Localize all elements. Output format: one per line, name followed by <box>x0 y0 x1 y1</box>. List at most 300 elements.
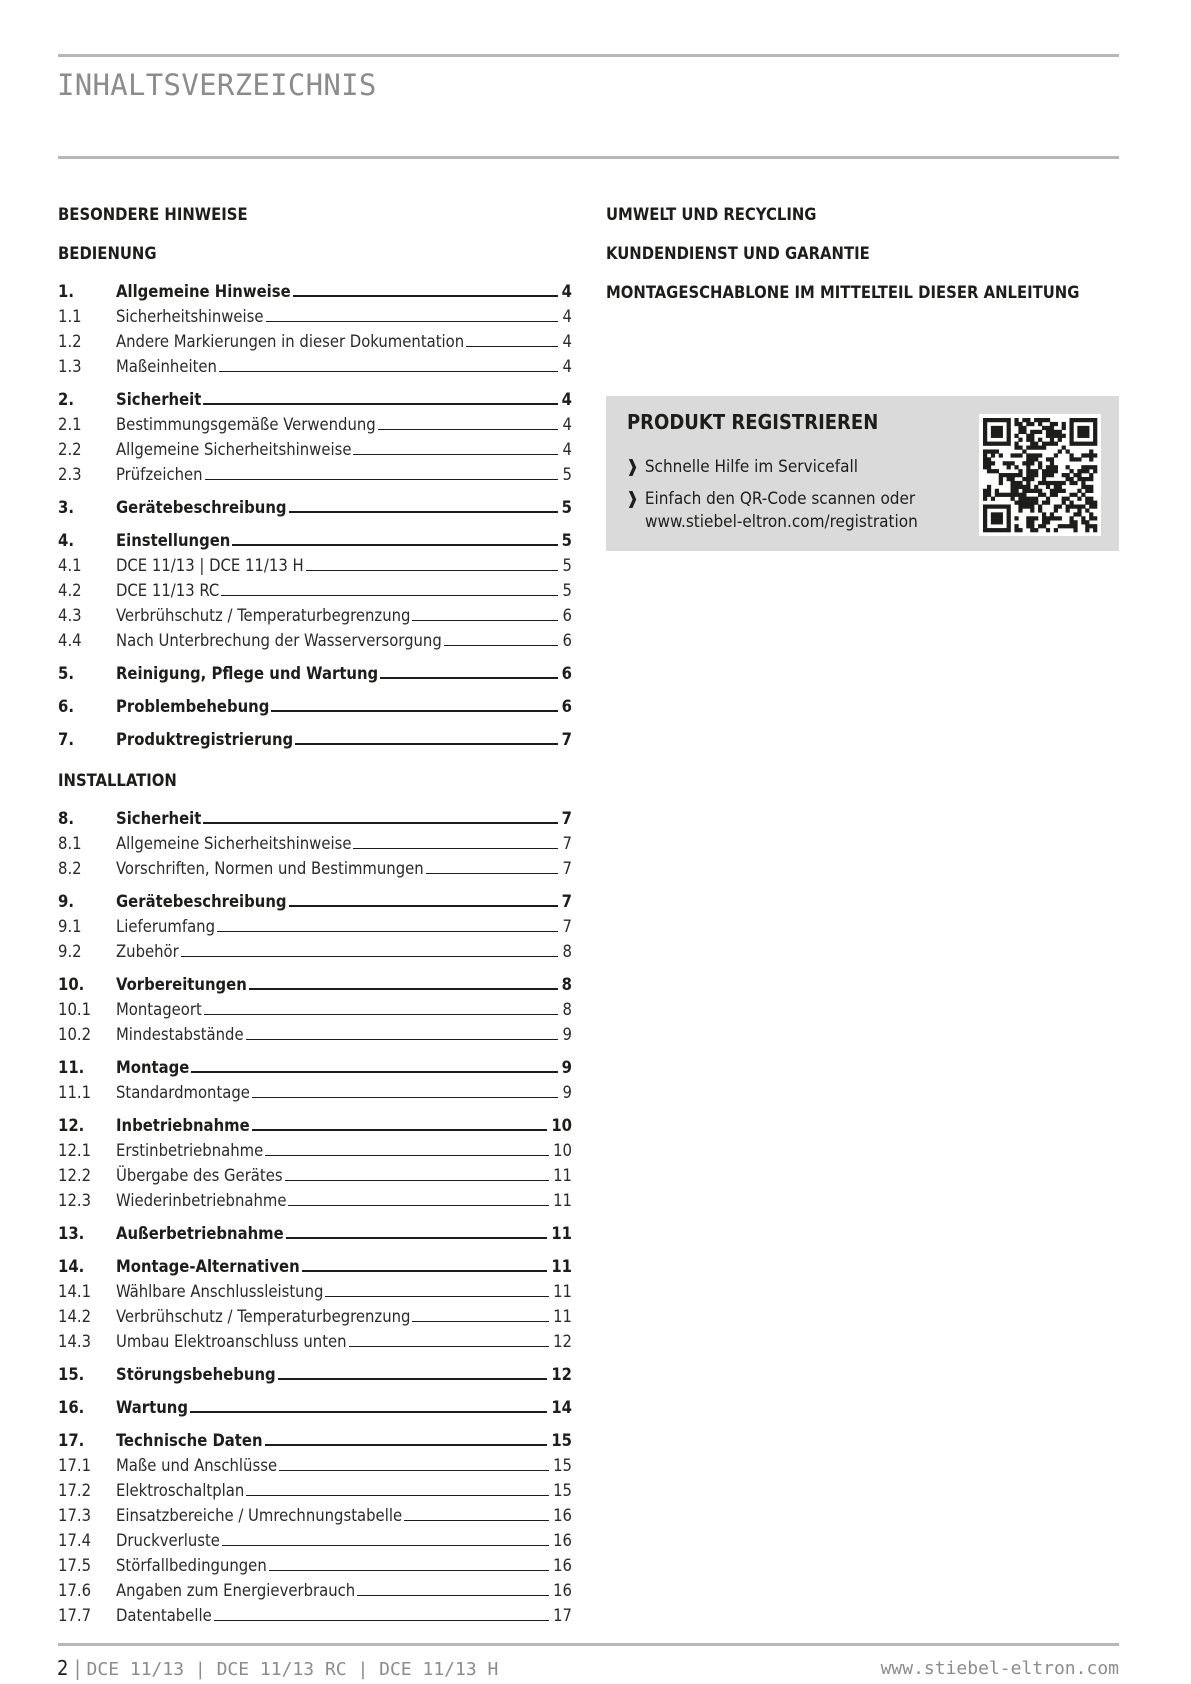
toc-leader-line <box>205 478 558 480</box>
qr-module <box>1093 524 1097 528</box>
qr-module <box>987 528 991 532</box>
toc-leader-line <box>217 930 558 932</box>
toc-number: 14.3 <box>58 1332 92 1351</box>
toc-title: Einstellungen <box>116 531 231 550</box>
toc-number: 1.1 <box>58 307 82 326</box>
qr-module <box>1069 418 1073 422</box>
toc-chapter-entry[interactable] <box>58 277 572 301</box>
qr-module <box>999 504 1003 508</box>
toc-number: 12.1 <box>58 1141 92 1160</box>
qr-module <box>1014 481 1018 485</box>
qr-module <box>983 422 987 426</box>
heading-template[interactable]: MONTAGESCHABLONE IM MITTELTEIL DIESER ANLEITUNG <box>606 283 1080 302</box>
qr-module <box>983 497 987 501</box>
toc-leader-line <box>378 428 558 430</box>
qr-module <box>1018 497 1022 501</box>
qr-module <box>1054 516 1058 520</box>
toc-section-entry[interactable] <box>58 937 572 961</box>
qr-module <box>1085 465 1089 469</box>
qr-module <box>991 418 995 422</box>
qr-module <box>983 516 987 520</box>
qr-module <box>1034 501 1038 505</box>
qr-module <box>1089 516 1093 520</box>
qr-module <box>1022 485 1026 489</box>
qr-module <box>1018 473 1022 477</box>
toc-title: Elektroschaltplan <box>116 1481 245 1500</box>
toc-section-entry[interactable] <box>58 327 572 351</box>
toc-section-entry[interactable] <box>58 1576 572 1600</box>
toc-section-entry[interactable] <box>58 1551 572 1575</box>
toc-chapter-entry[interactable] <box>58 1393 572 1417</box>
qr-module <box>999 473 1003 477</box>
toc-leader-line <box>295 742 557 745</box>
qr-module <box>1066 477 1070 481</box>
qr-module <box>1089 485 1093 489</box>
qr-module <box>1093 430 1097 434</box>
qr-module <box>1034 497 1038 501</box>
toc-chapter-entry[interactable] <box>58 1053 572 1077</box>
qr-module <box>1022 449 1026 453</box>
qr-module <box>1026 422 1030 426</box>
toc-leader-line <box>204 1013 558 1015</box>
toc-leader-line <box>232 543 557 546</box>
toc-number: 4.4 <box>58 631 82 650</box>
qr-module <box>1007 516 1011 520</box>
qr-module <box>1069 453 1073 457</box>
toc-number: 14.1 <box>58 1282 92 1301</box>
toc-number: 4.1 <box>58 556 82 575</box>
toc-section-entry[interactable] <box>58 626 572 650</box>
qr-module <box>1034 430 1038 434</box>
qr-module <box>1014 528 1018 532</box>
qr-module <box>1069 434 1073 438</box>
toc-number: 10. <box>58 975 85 994</box>
toc-page-number: 11 <box>553 1282 572 1301</box>
toc-section-entry[interactable] <box>58 995 572 1019</box>
toc-chapter-entry[interactable] <box>58 1360 572 1384</box>
qr-module <box>1085 426 1089 430</box>
qr-module <box>1003 442 1007 446</box>
qr-module <box>1014 516 1018 520</box>
qr-module <box>1081 520 1085 524</box>
toc-section-entry[interactable] <box>58 1501 572 1525</box>
toc-chapter-entry[interactable] <box>58 526 572 550</box>
toc-section-entry[interactable] <box>58 551 572 575</box>
toc-title: Verbrühschutz / Temperaturbegrenzung <box>116 1307 411 1326</box>
qr-module <box>1054 453 1058 457</box>
qr-module <box>1066 473 1070 477</box>
top-rule <box>58 54 1119 57</box>
qr-module <box>1011 481 1015 485</box>
toc-section-entry[interactable] <box>58 1327 572 1351</box>
qr-module <box>1026 457 1030 461</box>
toc-number: 14.2 <box>58 1307 92 1326</box>
toc-leader-line <box>203 402 557 405</box>
qr-module <box>1073 418 1077 422</box>
heading-operation: BEDIENUNG <box>58 244 157 263</box>
toc-leader-line <box>380 676 557 679</box>
toc-title: Nach Unterbrechung der Wasserversorgung <box>116 631 442 650</box>
toc-section-entry[interactable] <box>58 829 572 853</box>
qr-module <box>1089 497 1093 501</box>
qr-module <box>1030 508 1034 512</box>
toc-leader-line <box>249 987 558 990</box>
qr-module <box>1077 512 1081 516</box>
qr-module <box>1054 422 1058 426</box>
qr-module <box>1050 493 1054 497</box>
toc-page-number: 16 <box>553 1531 572 1550</box>
qr-module <box>1007 461 1011 465</box>
qr-module <box>1046 497 1050 501</box>
qr-module <box>983 457 987 461</box>
toc-page-number: 15 <box>551 1431 572 1450</box>
qr-module <box>995 512 999 516</box>
toc-chapter-entry[interactable] <box>58 493 572 517</box>
qr-module <box>1042 501 1046 505</box>
qr-module <box>1062 501 1066 505</box>
qr-module <box>1089 418 1093 422</box>
toc-page-number: 5 <box>561 531 572 550</box>
toc-chapter-entry[interactable] <box>58 804 572 828</box>
qr-module <box>1081 469 1085 473</box>
qr-module <box>987 449 991 453</box>
footer-website[interactable]: www.stiebel-eltron.com <box>880 1658 1119 1679</box>
toc-chapter-entry[interactable] <box>58 1252 572 1276</box>
toc-chapter-entry[interactable] <box>58 1111 572 1135</box>
qr-module <box>1026 453 1030 457</box>
qr-module <box>1046 434 1050 438</box>
qr-module <box>983 524 987 528</box>
qr-module <box>1046 501 1050 505</box>
qr-module <box>1014 465 1018 469</box>
qr-module <box>1093 465 1097 469</box>
qr-module <box>1038 481 1042 485</box>
qr-module <box>1050 442 1054 446</box>
qr-module <box>1022 477 1026 481</box>
qr-module <box>1003 493 1007 497</box>
qr-module <box>1089 465 1093 469</box>
toc-section-entry[interactable] <box>58 1601 572 1625</box>
toc-section-entry[interactable] <box>58 576 572 600</box>
toc-title: Allgemeine Hinweise <box>116 282 291 301</box>
qr-module <box>999 512 1003 516</box>
toc-section-entry[interactable] <box>58 410 572 434</box>
qr-module <box>1022 426 1026 430</box>
qr-module <box>1030 434 1034 438</box>
qr-module <box>983 418 987 422</box>
toc-section-entry[interactable] <box>58 1186 572 1210</box>
qr-module <box>1058 485 1062 489</box>
qr-module <box>1014 485 1018 489</box>
toc-chapter-entry[interactable] <box>58 887 572 911</box>
toc-title: Produktregistrierung <box>116 730 294 749</box>
qr-module <box>1077 504 1081 508</box>
qr-module <box>1003 528 1007 532</box>
qr-module <box>1081 477 1085 481</box>
toc-section-entry[interactable] <box>58 1451 572 1475</box>
qr-module <box>1054 442 1058 446</box>
toc-chapter-entry[interactable] <box>58 970 572 994</box>
toc-number: 15. <box>58 1365 85 1384</box>
toc-page-number: 10 <box>553 1141 572 1160</box>
qr-module <box>999 481 1003 485</box>
qr-module <box>1081 465 1085 469</box>
toc-title: Problembehebung <box>116 697 270 716</box>
toc-section-entry[interactable] <box>58 854 572 878</box>
toc-section-entry[interactable] <box>58 1526 572 1550</box>
toc-leader-line <box>412 619 558 621</box>
toc-number: 2.3 <box>58 465 82 484</box>
qr-module <box>1022 493 1026 497</box>
qr-module <box>1077 442 1081 446</box>
register-bullet-qr-text: Einfach den QR-Code scannen oder <box>644 489 916 509</box>
qr-module <box>1077 469 1081 473</box>
qr-module <box>1007 418 1011 422</box>
toc-section-entry[interactable] <box>58 1020 572 1044</box>
qr-module <box>1007 434 1011 438</box>
qr-module <box>1042 520 1046 524</box>
qr-module <box>1085 485 1089 489</box>
qr-module <box>1011 497 1015 501</box>
qr-module <box>1018 508 1022 512</box>
qr-module <box>1038 453 1042 457</box>
qr-module <box>1058 430 1062 434</box>
toc-leader-line <box>191 1070 557 1073</box>
qr-module <box>1042 446 1046 450</box>
qr-module <box>1050 422 1054 426</box>
qr-module <box>1038 422 1042 426</box>
qr-module <box>1085 418 1089 422</box>
qr-module <box>999 520 1003 524</box>
toc-chapter-entry[interactable] <box>58 659 572 683</box>
toc-leader-line <box>302 1269 548 1272</box>
qr-module <box>1018 446 1022 450</box>
qr-module <box>1073 512 1077 516</box>
qr-module <box>1093 528 1097 532</box>
toc-page-number: 12 <box>551 1365 572 1384</box>
toc-leader-line <box>271 709 557 712</box>
qr-module <box>1011 453 1015 457</box>
toc-chapter-entry[interactable] <box>58 1426 572 1450</box>
toc-number: 12.3 <box>58 1191 92 1210</box>
qr-module <box>1022 489 1026 493</box>
qr-module <box>1022 501 1026 505</box>
qr-module <box>1085 508 1089 512</box>
toc-section-entry[interactable] <box>58 460 572 484</box>
toc-page-number: 7 <box>562 917 572 936</box>
heading-service[interactable]: KUNDENDIENST UND GARANTIE <box>606 244 870 263</box>
toc-number: 8. <box>58 809 74 828</box>
qr-module <box>1073 528 1077 532</box>
qr-module <box>1030 520 1034 524</box>
qr-module <box>1038 418 1042 422</box>
qr-module <box>1054 504 1058 508</box>
qr-module <box>1093 438 1097 442</box>
qr-module <box>1089 512 1093 516</box>
qr-module <box>1046 426 1050 430</box>
toc-page-number: 8 <box>562 942 572 961</box>
toc-section-entry[interactable] <box>58 1277 572 1301</box>
toc-section-entry[interactable] <box>58 601 572 625</box>
qr-module <box>983 442 987 446</box>
qr-module <box>991 426 995 430</box>
qr-module <box>1026 446 1030 450</box>
qr-module <box>1085 453 1089 457</box>
qr-module <box>983 434 987 438</box>
toc-chapter-entry[interactable] <box>58 385 572 409</box>
qr-module <box>1034 516 1038 520</box>
qr-module <box>1077 473 1081 477</box>
toc-section-entry[interactable] <box>58 912 572 936</box>
qr-module <box>1050 512 1054 516</box>
qr-module <box>1050 489 1054 493</box>
qr-module <box>1026 504 1030 508</box>
toc-page-number: 6 <box>561 664 572 683</box>
qr-module <box>1046 473 1050 477</box>
toc-leader-line <box>286 1236 548 1239</box>
toc-number: 8.2 <box>58 859 82 878</box>
toc-chapter-entry[interactable] <box>58 725 572 749</box>
qr-module <box>1007 438 1011 442</box>
qr-module <box>1085 442 1089 446</box>
toc-page-number: 9 <box>561 1058 572 1077</box>
qr-module <box>1038 493 1042 497</box>
qr-module <box>1014 434 1018 438</box>
toc-section-entry[interactable] <box>58 1302 572 1326</box>
heading-environment[interactable]: UMWELT UND RECYCLING <box>606 205 817 224</box>
register-title: PRODUKT REGISTRIEREN <box>627 410 879 434</box>
qr-code-icon[interactable] <box>979 414 1101 536</box>
toc-section-entry[interactable] <box>58 352 572 376</box>
qr-module <box>1030 469 1034 473</box>
toc-number: 2.1 <box>58 415 82 434</box>
page-title: INHALTSVERZEICHNIS <box>57 68 377 102</box>
toc-page-number: 7 <box>561 809 572 828</box>
qr-module <box>1018 438 1022 442</box>
qr-module <box>1026 434 1030 438</box>
qr-module <box>1042 442 1046 446</box>
toc-page-number: 10 <box>551 1116 572 1135</box>
toc-number: 2.2 <box>58 440 82 459</box>
qr-module <box>1007 426 1011 430</box>
qr-module <box>1093 422 1097 426</box>
qr-module <box>1093 516 1097 520</box>
qr-module <box>1089 449 1093 453</box>
toc-title: Außerbetriebnahme <box>116 1224 284 1243</box>
toc-page-number: 11 <box>551 1257 572 1276</box>
qr-module <box>1046 418 1050 422</box>
toc-page-number: 6 <box>562 606 572 625</box>
qr-module <box>1046 469 1050 473</box>
footer-page-info <box>57 1656 498 1680</box>
toc-title: Störungsbehebung <box>116 1365 276 1384</box>
qr-module <box>1007 430 1011 434</box>
toc-number: 10.2 <box>58 1025 92 1044</box>
qr-module <box>1042 493 1046 497</box>
qr-module <box>1007 473 1011 477</box>
qr-module <box>1073 524 1077 528</box>
toc-number: 11. <box>58 1058 85 1077</box>
qr-module <box>1034 485 1038 489</box>
qr-module <box>1026 465 1030 469</box>
qr-module <box>1081 430 1085 434</box>
qr-module <box>1042 524 1046 528</box>
qr-module <box>1011 477 1015 481</box>
toc-section-entry[interactable] <box>58 1161 572 1185</box>
qr-module <box>983 430 987 434</box>
toc-chapter-entry[interactable] <box>58 692 572 716</box>
qr-module <box>1026 469 1030 473</box>
toc-title: Technische Daten <box>116 1431 263 1450</box>
qr-module <box>991 434 995 438</box>
qr-module <box>991 497 995 501</box>
toc-title: Mindestabstände <box>116 1025 244 1044</box>
qr-code-graphic <box>979 414 1101 536</box>
qr-module <box>1042 477 1046 481</box>
qr-module <box>1018 453 1022 457</box>
qr-module <box>1030 497 1034 501</box>
qr-module <box>1062 524 1066 528</box>
toc-page-number: 4 <box>562 357 572 376</box>
qr-module <box>1089 457 1093 461</box>
qr-module <box>1081 453 1085 457</box>
registration-link[interactable]: www.stiebel-eltron.com/registration <box>645 512 918 532</box>
qr-module <box>991 461 995 465</box>
toc-section-entry[interactable] <box>58 1078 572 1102</box>
qr-module <box>1085 434 1089 438</box>
toc-page-number: 4 <box>562 332 572 351</box>
toc-section-entry[interactable] <box>58 1136 572 1160</box>
qr-module <box>1058 438 1062 442</box>
qr-module <box>1077 426 1081 430</box>
qr-module <box>1081 485 1085 489</box>
qr-module <box>1030 516 1034 520</box>
qr-module <box>1069 477 1073 481</box>
toc-title: Wiederinbetriebnahme <box>116 1191 287 1210</box>
qr-module <box>1085 501 1089 505</box>
qr-module <box>1069 442 1073 446</box>
toc-section-entry[interactable] <box>58 435 572 459</box>
qr-module <box>1085 477 1089 481</box>
qr-module <box>1026 473 1030 477</box>
qr-module <box>1026 485 1030 489</box>
qr-module <box>983 520 987 524</box>
qr-module <box>1046 465 1050 469</box>
toc-chapter-entry[interactable] <box>58 1219 572 1243</box>
qr-module <box>1026 497 1030 501</box>
toc-section-entry[interactable] <box>58 1476 572 1500</box>
toc-page-number: 6 <box>561 697 572 716</box>
toc-leader-line <box>357 1594 549 1596</box>
register-bullet-help <box>626 456 858 479</box>
footer-rule <box>58 1643 1119 1646</box>
qr-module <box>991 516 995 520</box>
qr-module <box>991 512 995 516</box>
qr-module <box>1085 430 1089 434</box>
qr-module <box>1014 453 1018 457</box>
toc-title: Gerätebeschreibung <box>116 892 287 911</box>
qr-module <box>1034 528 1038 532</box>
qr-module <box>1062 434 1066 438</box>
qr-module <box>1069 524 1073 528</box>
qr-module <box>1093 504 1097 508</box>
qr-module <box>1069 426 1073 430</box>
toc-section-entry[interactable] <box>58 302 572 326</box>
qr-module <box>983 489 987 493</box>
qr-module <box>1062 446 1066 450</box>
qr-module <box>1085 520 1089 524</box>
qr-module <box>983 504 987 508</box>
